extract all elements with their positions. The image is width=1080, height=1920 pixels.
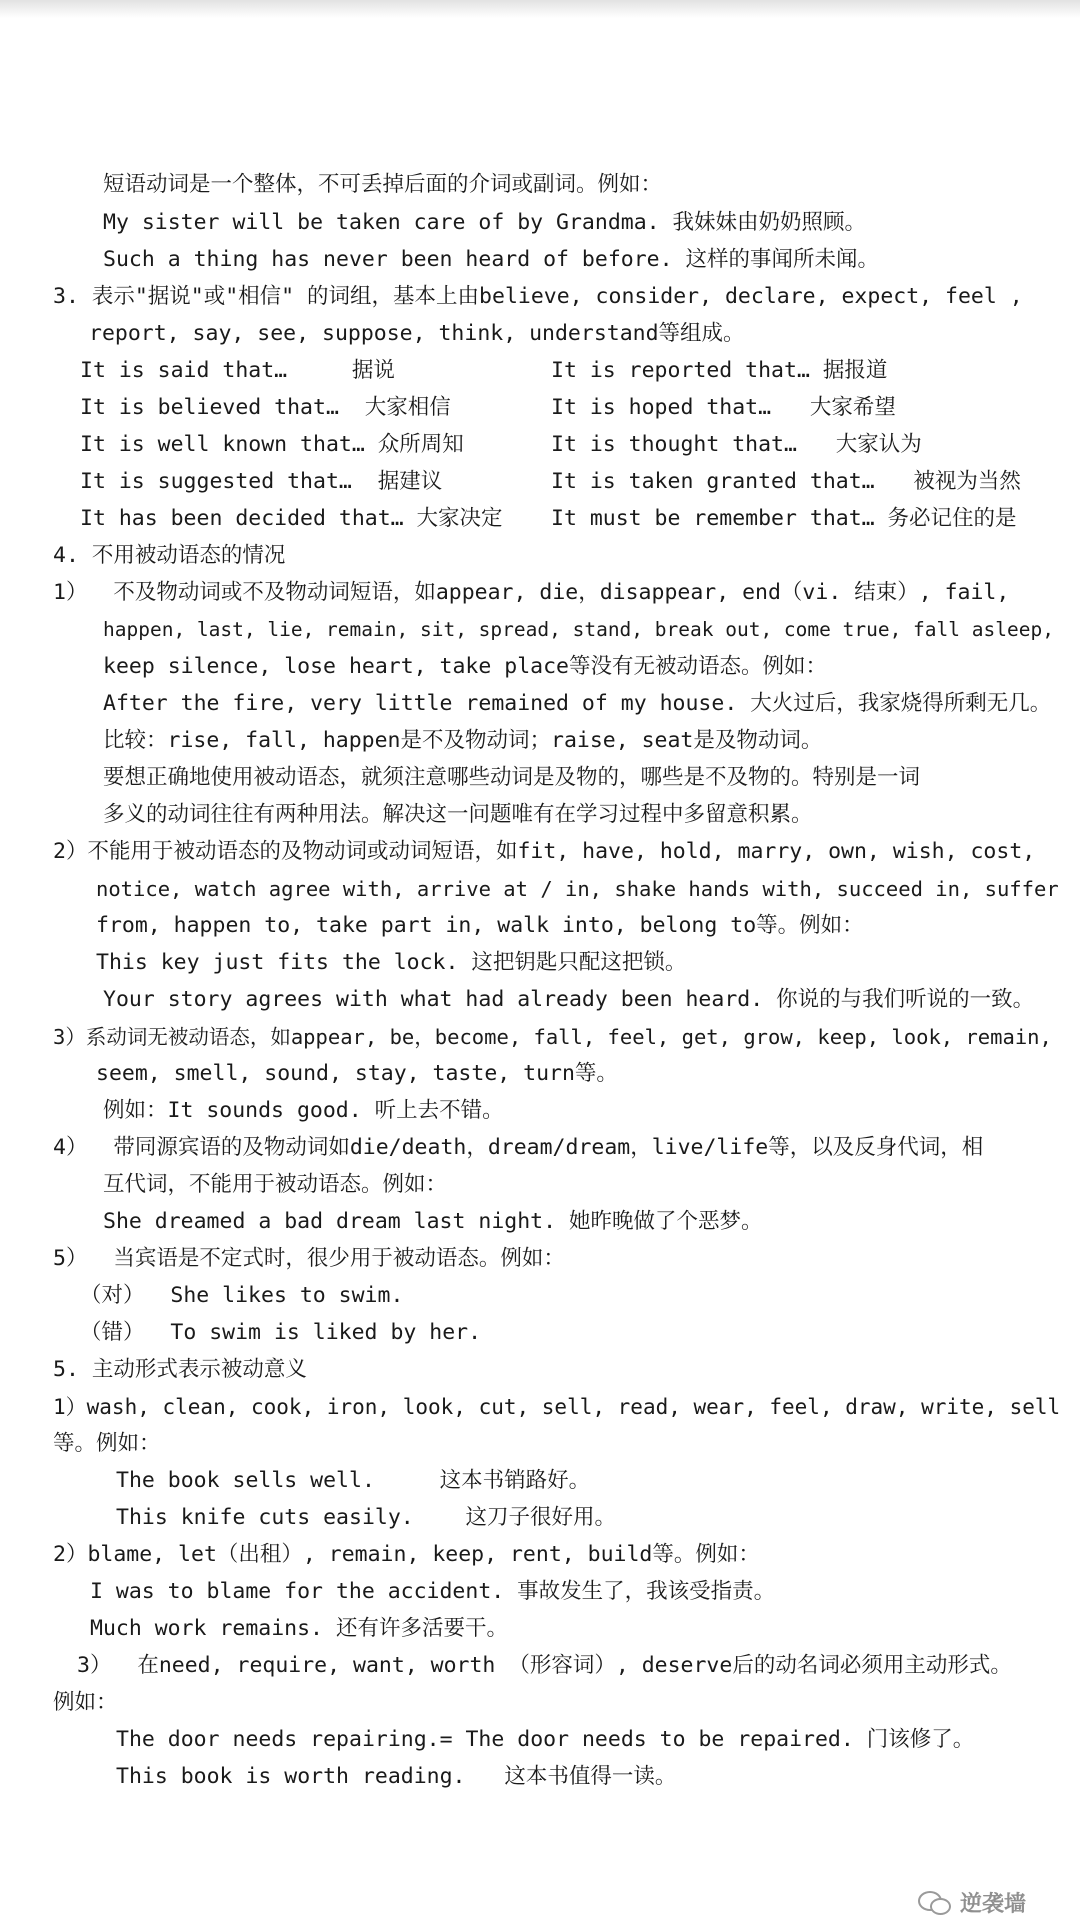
text-line: It is hoped that… 大家希望	[551, 395, 896, 420]
text-line: The book sells well. 这本书销路好。	[116, 1468, 591, 1493]
text-line: It has been decided that… 大家决定	[80, 506, 503, 531]
text-line: 4. 不用被动语态的情况	[53, 543, 286, 568]
text-line: 多义的动词往往有两种用法。解决这一问题唯有在学习过程中多留意积累。	[103, 802, 813, 827]
text-line: It is said that… 据说	[80, 358, 395, 383]
text-line: 3. 表示"据说"或"相信" 的词组，基本上由believe, consider, declare, expect, feel ,	[53, 284, 1023, 309]
text-line: The door needs repairing.= The door needs to be repaired. 门该修了。	[116, 1727, 975, 1752]
text-line: 等。例如：	[53, 1431, 161, 1456]
text-line: 2）不能用于被动语态的及物动词或动词短语，如fit, have, hold, marry, own, wish, cost,	[53, 839, 1036, 864]
text-line: 互代词，不能用于被动语态。例如：	[103, 1172, 448, 1197]
text-line: She dreamed a bad dream last night. 她昨晚做了个恶梦。	[103, 1209, 763, 1234]
text-line: It is reported that… 据报道	[551, 358, 888, 383]
text-line: 4） 带同源宾语的及物动词如die/death，dream/dream，live/life等，以及反身代词，相	[53, 1135, 984, 1160]
text-line: 要想正确地使用被动语态，就须注意哪些动词是及物的，哪些是不及物的。特别是一词	[103, 765, 921, 790]
text-line: This key just fits the lock. 这把钥匙只配这把锁。	[96, 950, 687, 975]
watermark-text: 逆袭墙	[960, 1891, 1027, 1917]
text-line: It must be remember that… 务必记住的是	[551, 506, 1017, 531]
text-line: notice, watch agree with, arrive at / in, shake hands with, succeed in, suffer	[96, 877, 1059, 901]
text-line: keep silence, lose heart, take place等没有无被动语态。例如：	[103, 654, 827, 679]
text-line: 例如：It sounds good. 听上去不错。	[103, 1098, 504, 1123]
text-line: （对） She likes to swim.	[80, 1283, 404, 1308]
text-line: This book is worth reading. 这本书值得一读。	[116, 1764, 677, 1789]
text-line: seem, smell, sound, stay, taste, turn等。	[96, 1061, 618, 1086]
text-line: from, happen to, take part in, walk into, belong to等。例如：	[96, 913, 864, 938]
text-line: My sister will be taken care of by Grandma. 我妹妹由奶奶照顾。	[103, 210, 867, 235]
text-line: After the fire, very little remained of my house. 大火过后，我家烧得所剩无几。	[103, 691, 1052, 716]
text-line: It is believed that… 大家相信	[80, 395, 451, 420]
text-line: 1）wash, clean, cook, iron, look, cut, sell, read, wear, feel, draw, write, sell	[53, 1395, 1061, 1419]
text-line: 1） 不及物动词或不及物动词短语，如appear, die，disappear, end（vi. 结束）, fail,	[53, 580, 1010, 605]
text-line: report, say, see, suppose, think, understand等组成。	[89, 321, 745, 346]
text-line: It is suggested that… 据建议	[80, 469, 443, 494]
text-line: 比较：rise, fall, happen是不及物动词；raise, seat是及物动词。	[103, 728, 823, 753]
text-line: 短语动词是一个整体，不可丢掉后面的介词或副词。例如：	[103, 172, 663, 197]
text-line: happen, last, lie, remain, sit, spread, stand, break out, come true, fall asleep,	[103, 618, 1054, 641]
text-line: This knife cuts easily. 这刀子很好用。	[116, 1505, 616, 1530]
text-line: I was to blame for the accident. 事故发生了，我该受指责。	[90, 1579, 776, 1604]
watermark	[918, 1888, 1058, 1916]
text-line: 5. 主动形式表示被动意义	[53, 1357, 307, 1382]
text-line: 2）blame, let（出租）, remain, keep, rent, build等。例如：	[53, 1542, 760, 1567]
text-line: 3） 在need, require, want, worth （形容词）, deserve后的动名词必须用主动形式。	[77, 1653, 1012, 1678]
text-line: 例如：	[53, 1690, 118, 1715]
text-line: 3）系动词无被动语态，如appear, be，become, fall, feel, get, grow, keep, look, remain,	[53, 1025, 1052, 1049]
text-line: Much work remains. 还有许多活要干。	[90, 1616, 508, 1641]
wechat-icon	[918, 1889, 952, 1915]
text-line: （错） To swim is liked by her.	[80, 1320, 482, 1345]
text-line: Your story agrees with what had already been heard. 你说的与我们听说的一致。	[103, 987, 1035, 1012]
text-line: It is well known that… 众所周知	[80, 432, 464, 457]
text-line: It is taken granted that… 被视为当然	[551, 469, 1021, 494]
text-line: It is thought that… 大家认为	[551, 432, 922, 457]
text-line: 5） 当宾语是不定式时，很少用于被动语态。例如：	[53, 1246, 565, 1271]
text-line: Such a thing has never been heard of before. 这样的事闻所未闻。	[103, 247, 879, 272]
